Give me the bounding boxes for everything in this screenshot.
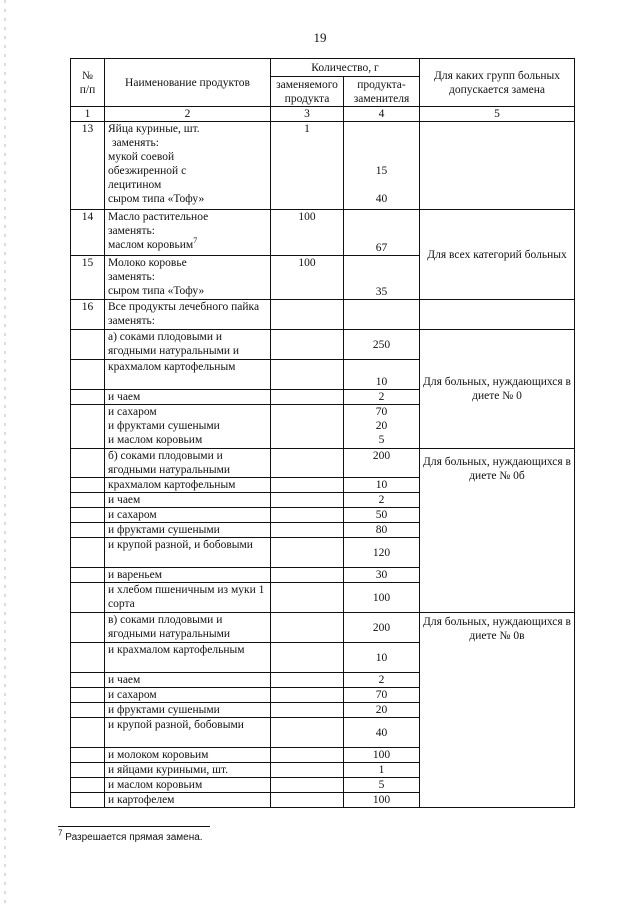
- replacing-amount: [344, 300, 420, 330]
- col-num-1: 1: [71, 107, 105, 122]
- table-row: [71, 613, 575, 643]
- product-name: и фруктами сушеными: [105, 523, 271, 538]
- name-line: обезжиренной с: [108, 165, 187, 177]
- replacing-amount: 10: [344, 643, 420, 673]
- num-cell-empty: [71, 523, 105, 538]
- name-line: заменять:: [112, 137, 159, 149]
- name-line: маслом коровьим$^7$: [108, 236, 198, 251]
- replaced-amount: [271, 300, 344, 330]
- product-name: и чаем: [105, 673, 271, 688]
- product-name: и сахаром и фруктами сушеными и маслом коровьим: [105, 405, 271, 449]
- column-number-row: [71, 107, 575, 122]
- col-num-3: 3: [271, 107, 344, 122]
- num-cell-empty: [71, 643, 105, 673]
- replacing-amount: [344, 122, 420, 210]
- replacing-amount: 70 20 5: [344, 405, 420, 449]
- num-cell-empty: [71, 330, 105, 360]
- row-number: 16: [71, 300, 105, 330]
- num-cell-empty: [71, 763, 105, 778]
- product-name: и крупой разной, бобовыми: [105, 718, 271, 748]
- num-cell-empty: [71, 748, 105, 763]
- replacing-amount: 67: [344, 210, 420, 256]
- name-line: лецитином: [108, 179, 162, 191]
- replacing-amount: 70: [344, 688, 420, 703]
- product-name: и яйцами куриными, шт.: [105, 763, 271, 778]
- num-cell-empty: [71, 449, 105, 478]
- product-name: в) соками плодовыми и ягодными натуральными: [105, 613, 271, 643]
- replaced-amount: [271, 405, 344, 449]
- replacing-amount: 100: [344, 583, 420, 613]
- col-num-4: 4: [344, 107, 420, 122]
- product-name: и молоком коровьим: [105, 748, 271, 763]
- replaced-amount: [271, 449, 344, 478]
- name-line: заменять:: [108, 271, 155, 283]
- num-cell-empty: [71, 360, 105, 390]
- replacing-amount: 100: [344, 793, 420, 808]
- replacing-value: 15: [375, 165, 388, 177]
- group-diet-0: Для больных, нуждающихся в диете № 0: [420, 330, 575, 449]
- replacing-amount: 30: [344, 568, 420, 583]
- replacing-amount: 5: [344, 778, 420, 793]
- replaced-amount: [271, 613, 344, 643]
- table-row: [71, 449, 575, 478]
- name-line: Масло растительное: [108, 211, 209, 223]
- footnote: [58, 828, 203, 843]
- replaced-amount: [271, 568, 344, 583]
- col-num-5: 5: [420, 107, 575, 122]
- product-name: и сахаром: [105, 508, 271, 523]
- product-name: и картофелем: [105, 793, 271, 808]
- footnote-text: Разрешается прямая замена.: [65, 832, 203, 843]
- table-row-13: [71, 122, 575, 210]
- name-line: заменять:: [108, 225, 155, 237]
- replaced-amount: [271, 390, 344, 405]
- table-row-14: [71, 210, 575, 256]
- replacing-amount: 250: [344, 330, 420, 360]
- product-name: [105, 122, 271, 210]
- num-cell-empty: [71, 613, 105, 643]
- scan-edge-artifact: [4, 0, 6, 905]
- num-cell-empty: [71, 568, 105, 583]
- page-number: 19: [313, 30, 327, 45]
- replaced-amount: [271, 330, 344, 360]
- replacing-amount: 20: [344, 703, 420, 718]
- product-name: [105, 210, 271, 256]
- num-cell-empty: [71, 778, 105, 793]
- name-line: Яйца куриные, шт.: [108, 123, 200, 135]
- replacing-amount: 40: [344, 718, 420, 748]
- replacing-amount: 2: [344, 390, 420, 405]
- header-replacing: продукта-заменителя: [344, 77, 420, 107]
- substitution-table: [70, 58, 575, 808]
- num-cell-empty: [71, 673, 105, 688]
- num-cell-empty: [71, 538, 105, 568]
- header-name: Наименование продуктов: [105, 59, 271, 107]
- replacing-amount: 10: [344, 360, 420, 390]
- header-row: [71, 59, 575, 77]
- replaced-amount: [271, 793, 344, 808]
- replaced-amount: [271, 643, 344, 673]
- product-name: б) соками плодовыми и ягодными натуральными: [105, 449, 271, 478]
- num-cell-empty: [71, 793, 105, 808]
- replaced-amount: 100: [271, 210, 344, 256]
- replaced-amount: [271, 688, 344, 703]
- product-name: и чаем: [105, 493, 271, 508]
- num-cell-empty: [71, 478, 105, 493]
- replacing-amount: 120: [344, 538, 420, 568]
- row-number: 14: [71, 210, 105, 256]
- replaced-amount: [271, 538, 344, 568]
- footnote-mark: 7: [58, 828, 63, 838]
- replaced-amount: [271, 703, 344, 718]
- group-all-patients: Для всех категорий больных: [420, 210, 575, 300]
- row-number: 13: [71, 122, 105, 210]
- product-name: и крупой разной, и бобовыми: [105, 538, 271, 568]
- name-line: Молоко коровье: [108, 257, 187, 269]
- header-quantity: Количество, г: [271, 59, 420, 77]
- num-cell-empty: [71, 718, 105, 748]
- group-diet-0b: Для больных, нуждающихся в диете № 0б: [420, 449, 575, 613]
- product-name: и чаем: [105, 390, 271, 405]
- replacing-amount: 35: [344, 256, 420, 300]
- product-name: [105, 256, 271, 300]
- product-name: крахмалом картофельным: [105, 478, 271, 493]
- replacing-amount: 1: [344, 763, 420, 778]
- num-cell-empty: [71, 390, 105, 405]
- num-cell-empty: [71, 493, 105, 508]
- group-cell-empty: [420, 300, 575, 330]
- num-cell-empty: [71, 703, 105, 718]
- replacing-amount: 10: [344, 478, 420, 493]
- replacing-amount: 200: [344, 449, 420, 478]
- name-line: мукой соевой: [108, 151, 175, 163]
- replaced-amount: [271, 763, 344, 778]
- product-name: а) соками плодовыми и ягодными натуральными и: [105, 330, 271, 360]
- header-replaced: заменяемого продукта: [271, 77, 344, 107]
- replaced-amount: 1: [271, 122, 344, 210]
- name-line: сыром типа «Тофу»: [108, 285, 205, 297]
- product-name: крахмалом картофельным: [105, 360, 271, 390]
- replaced-amount: [271, 523, 344, 538]
- replacing-amount: 2: [344, 673, 420, 688]
- product-name: и вареньем: [105, 568, 271, 583]
- col-num-2: 2: [105, 107, 271, 122]
- replaced-amount: [271, 508, 344, 523]
- product-name: и маслом коровьим: [105, 778, 271, 793]
- header-groups: Для каких групп больных допускается замена: [420, 59, 575, 107]
- replaced-amount: [271, 778, 344, 793]
- name-line: сыром типа «Тофу»: [108, 193, 205, 205]
- product-name: Все продукты лечебного пайка заменять:: [105, 300, 271, 330]
- replaced-amount: [271, 748, 344, 763]
- group-diet-0v: Для больных, нуждающихся в диете № 0в: [420, 613, 575, 808]
- replacing-value: 40: [375, 193, 388, 205]
- replaced-amount: [271, 493, 344, 508]
- replacing-amount: 50: [344, 508, 420, 523]
- group-cell-empty: [420, 122, 575, 210]
- header-num: № п/п: [71, 59, 105, 107]
- row-number: 15: [71, 256, 105, 300]
- replaced-amount: [271, 718, 344, 748]
- replaced-amount: [271, 583, 344, 613]
- product-name: и фруктами сушеными: [105, 703, 271, 718]
- replacing-amount: 100: [344, 748, 420, 763]
- replacing-amount: 2: [344, 493, 420, 508]
- product-name: и хлебом пшеничным из муки 1 сорта: [105, 583, 271, 613]
- replaced-amount: 100: [271, 256, 344, 300]
- num-cell-empty: [71, 583, 105, 613]
- replaced-amount: [271, 360, 344, 390]
- product-name: и сахаром: [105, 688, 271, 703]
- replaced-amount: [271, 478, 344, 493]
- num-cell-empty: [71, 508, 105, 523]
- num-cell-empty: [71, 688, 105, 703]
- table-row: [71, 330, 575, 360]
- table-row-16: [71, 300, 575, 330]
- replacing-amount: 200: [344, 613, 420, 643]
- replacing-amount: 80: [344, 523, 420, 538]
- footnote-mark: 7: [193, 236, 198, 246]
- replaced-amount: [271, 673, 344, 688]
- num-cell-empty: [71, 405, 105, 449]
- footnote-divider: [58, 826, 210, 827]
- product-name: и крахмалом картофельным: [105, 643, 271, 673]
